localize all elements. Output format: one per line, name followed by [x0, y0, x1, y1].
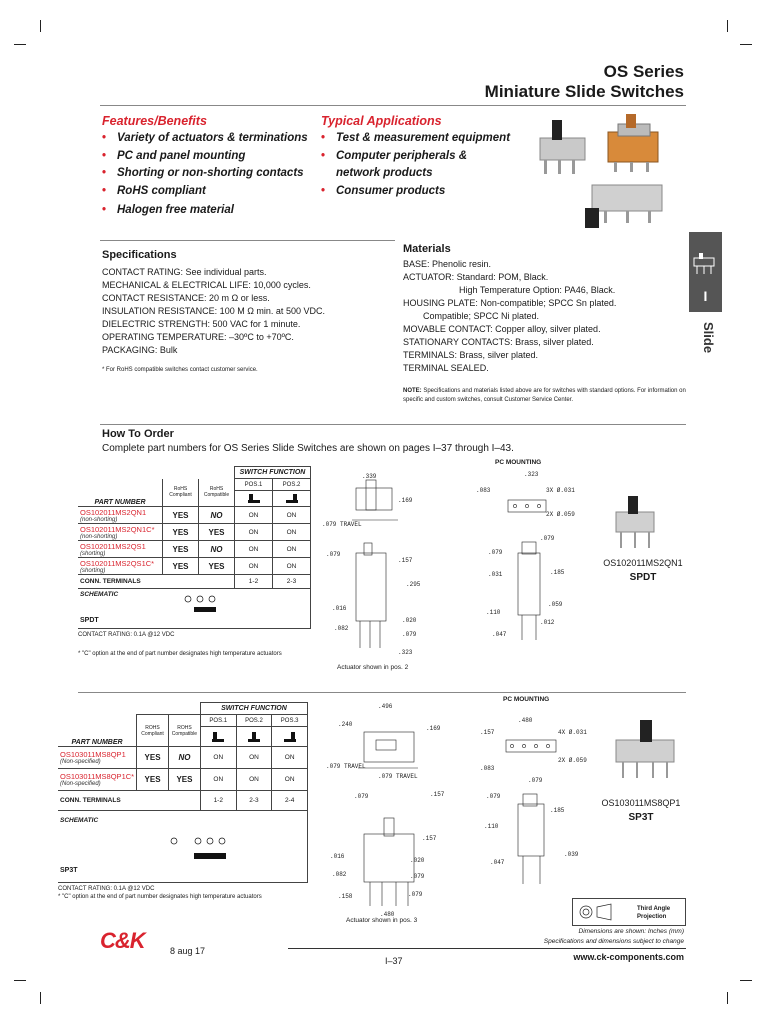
product-type: SPDT: [629, 572, 657, 583]
part-number-header: PART NUMBER: [58, 715, 137, 747]
svg-text:.031: .031: [488, 571, 503, 578]
spec-line: CONTACT RESISTANCE: 20 m Ω or less.: [102, 293, 270, 303]
svg-text:.496: .496: [378, 703, 393, 710]
product-code: OS103011MS8QP1: [601, 798, 681, 808]
material-line: TERMINALS: Brass, silver plated.: [403, 350, 539, 360]
svg-text:.158: .158: [338, 893, 353, 900]
svg-text:.020: .020: [410, 857, 425, 864]
cell: ON: [273, 541, 311, 558]
table-row: [78, 507, 311, 524]
cell: YES: [199, 558, 235, 575]
svg-text:.083: .083: [476, 487, 491, 494]
table-footnote: * "C" option at the end of part number designates high temperature actuators: [78, 651, 282, 657]
page-number: I–37: [385, 956, 403, 966]
crop-mark: [14, 980, 26, 981]
list-item: • Computer peripherals & network products: [321, 148, 491, 183]
cell: YES: [137, 747, 169, 769]
list-item: • Halogen free material: [102, 202, 322, 220]
svg-text:.016: .016: [332, 605, 347, 612]
rohs-compliant-header: ROHS Compliant: [137, 715, 169, 747]
switch-type: SP3T: [60, 867, 78, 874]
cell: ON: [273, 524, 311, 541]
table-row: [78, 558, 311, 575]
subject-note: Specifications and dimensions subject to change: [543, 938, 684, 945]
cell: ON: [200, 747, 236, 769]
svg-text:.079: .079: [486, 793, 501, 800]
cell: ON: [200, 769, 236, 791]
part-subtype: (Non-specified): [60, 781, 101, 787]
cell: YES: [199, 524, 235, 541]
cell: ON: [236, 769, 272, 791]
order-intro: Complete part numbers for OS Series Slide Switches are shown on pages I–37 through I–43.: [102, 443, 514, 454]
cell: ON: [235, 558, 273, 575]
part-number-header: PART NUMBER: [78, 479, 163, 507]
switch-photo: [540, 120, 585, 174]
svg-text:.012: .012: [540, 619, 555, 626]
switch-type: SPDT: [80, 617, 99, 624]
svg-text:.016: .016: [330, 853, 345, 860]
svg-text:.185: .185: [550, 569, 565, 576]
ck-logo: C&K: [100, 928, 145, 953]
crop-mark: [40, 992, 41, 1004]
crop-mark: [727, 992, 728, 1004]
spec-line: OPERATING TEMPERATURE: –30ºC to +70ºC.: [102, 332, 294, 342]
specifications-heading: Specifications: [102, 249, 177, 261]
footer-date: 8 aug 17: [170, 946, 206, 956]
series-title: OS Series: [603, 62, 684, 81]
drawing-caption: Actuator shown in pos. 2: [337, 664, 409, 671]
part-number: OS102011MS2QN1C*: [80, 524, 155, 534]
svg-text:.079: .079: [540, 535, 555, 542]
material-line: High Temperature Option: PA46, Black.: [459, 285, 616, 295]
svg-text:2X Ø.059: 2X Ø.059: [546, 511, 575, 518]
drawing-caption: Actuator shown in pos. 3: [346, 917, 418, 924]
schematic-diagram: [168, 831, 238, 865]
pos-header: POS.1: [200, 715, 236, 727]
projection-text: [637, 905, 670, 921]
svg-text:.480: .480: [380, 911, 395, 918]
spec-line: INSULATION RESISTANCE: 100 M Ω min. at 500 VDC.: [102, 306, 325, 316]
crop-mark: [14, 44, 26, 45]
pos-header: POS.2: [273, 479, 311, 491]
part-subtype: (shorting): [80, 567, 106, 574]
svg-text:.082: .082: [332, 871, 347, 878]
divider: [100, 424, 686, 425]
schematic-diagram: [180, 593, 230, 617]
cell: ON: [273, 507, 311, 524]
applications-heading: Typical Applications: [321, 114, 442, 128]
switch-photo: [585, 185, 662, 228]
switch-function-header: SWITCH FUNCTION: [200, 703, 307, 715]
crop-mark: [40, 20, 41, 32]
materials-section: [403, 243, 688, 405]
table-row: [58, 791, 308, 811]
svg-text:.079 TRAVEL: .079 TRAVEL: [378, 773, 418, 780]
material-line: STATIONARY CONTACTS: Brass, silver plated.: [403, 337, 594, 347]
material-line: HOUSING PLATE: Non-compatible; SPCC Sn plated.: [403, 298, 617, 308]
part-subtype: (shorting): [80, 550, 106, 557]
schematic-cell: [78, 589, 311, 629]
svg-text:.047: .047: [492, 631, 507, 638]
svg-text:.157: .157: [480, 729, 495, 736]
table-row: [58, 769, 308, 791]
product-type: SP3T: [628, 812, 654, 823]
projection-box: [572, 898, 686, 926]
cell: 2-3: [273, 575, 311, 589]
material-line: TERMINAL SEALED.: [403, 363, 489, 373]
features-heading: Features/Benefits: [102, 114, 207, 128]
specifications-footnote: * For RoHS compatible switches contact customer service.: [102, 367, 258, 373]
cell: YES: [163, 541, 199, 558]
svg-text:.039: .039: [564, 851, 579, 858]
cell: YES: [163, 524, 199, 541]
svg-text:.323: .323: [398, 649, 413, 656]
svg-text:.083: .083: [480, 765, 495, 772]
material-line: Compatible; SPCC Ni plated.: [423, 311, 540, 321]
part-number: OS103011MS8QP1C*: [60, 772, 135, 781]
dimension-drawing-sp3t: [318, 694, 598, 924]
svg-text:.295: .295: [406, 581, 421, 588]
order-heading: How To Order: [102, 428, 174, 440]
dims-note: Dimensions are shown: Inches (mm): [578, 928, 684, 935]
crop-mark: [727, 20, 728, 32]
applications-section: [321, 114, 526, 200]
footer-rule: [288, 948, 686, 949]
svg-text:.079: .079: [528, 777, 543, 784]
svg-text:.110: .110: [486, 609, 501, 616]
materials-note: [403, 387, 688, 405]
svg-text:.079 TRAVEL: .079 TRAVEL: [322, 521, 362, 528]
switch-function-header: SWITCH FUNCTION: [235, 467, 311, 479]
svg-text:3X Ø.031: 3X Ø.031: [546, 487, 575, 494]
cell: 2-3: [236, 791, 272, 811]
cell: ON: [235, 507, 273, 524]
svg-text:.059: .059: [548, 601, 563, 608]
schematic-label: SCHEMATIC: [80, 591, 119, 598]
cell: ON: [272, 747, 308, 769]
table-row: [78, 575, 311, 589]
material-line: BASE: Phenolic resin.: [403, 259, 492, 269]
projection-line: Projection: [637, 914, 667, 920]
section-label: Slide: [701, 322, 716, 354]
actuator-pos-icon: [200, 727, 236, 747]
svg-text:.157: .157: [398, 557, 413, 564]
divider: [78, 692, 686, 693]
cell: YES: [137, 769, 169, 791]
cell: YES: [168, 769, 200, 791]
divider: [100, 240, 395, 241]
svg-text:.079: .079: [402, 631, 417, 638]
cell: ON: [273, 558, 311, 575]
part-subtype: (non-shorting): [80, 516, 118, 523]
spec-line: PACKAGING: Bulk: [102, 345, 178, 355]
website-link[interactable]: www.ck-components.com: [573, 952, 684, 962]
rohs-compatible-header: RoHS Compatible: [199, 479, 235, 507]
contact-rating: CONTACT RATING: 0.1A @12 VDC: [78, 632, 175, 638]
pos-header: POS.1: [235, 479, 273, 491]
cell: ON: [236, 747, 272, 769]
svg-text:2X Ø.059: 2X Ø.059: [558, 757, 587, 764]
dimension-drawing-spdt: [318, 458, 598, 678]
cell: ON: [272, 769, 308, 791]
svg-text:.169: .169: [398, 497, 413, 504]
cell: 2-4: [272, 791, 308, 811]
svg-text:.157: .157: [430, 791, 445, 798]
pc-mounting-label: PC MOUNTING: [495, 459, 542, 466]
cell: YES: [163, 507, 199, 524]
svg-text:.082: .082: [334, 625, 349, 632]
features-list: [102, 130, 322, 220]
svg-text:.079: .079: [326, 551, 341, 558]
actuator-pos-icon: [236, 727, 272, 747]
table-row: [58, 747, 308, 769]
material-line: MOVABLE CONTACT: Copper alloy, silver plated.: [403, 324, 601, 334]
list-item: • RoHS compliant: [102, 183, 322, 201]
spec-line: CONTACT RATING: See individual parts.: [102, 267, 267, 277]
list-item: • Shorting or non-shorting contacts: [102, 165, 322, 183]
specifications-section: [102, 249, 392, 375]
list-item: • Test & measurement equipment: [321, 130, 526, 148]
product-code: OS102011MS2QN1: [603, 558, 683, 568]
pos-header: POS.3: [272, 715, 308, 727]
section-tab: [689, 232, 722, 312]
contact-rating: CONTACT RATING: 0.1A @12 VDC: [58, 886, 155, 892]
svg-text:.020: .020: [402, 617, 417, 624]
list-item: • PC and panel mounting: [102, 148, 322, 166]
svg-text:.079 TRAVEL: .079 TRAVEL: [326, 763, 366, 770]
rohs-compliant-header: RoHS Compliant: [163, 479, 199, 507]
svg-text:.323: .323: [524, 471, 539, 478]
material-line: ACTUATOR: Standard: POM, Black.: [403, 272, 549, 282]
conn-terminals-label: CONN. TERMINALS: [78, 575, 235, 589]
schematic-label: SCHEMATIC: [60, 817, 99, 824]
svg-text:.079: .079: [410, 873, 425, 880]
applications-list: [321, 130, 526, 200]
svg-text:.240: .240: [338, 721, 353, 728]
svg-text:.047: .047: [490, 859, 505, 866]
part-number: OS102011MS2QS1: [80, 541, 146, 551]
cell: YES: [163, 558, 199, 575]
conn-terminals-label: CONN. TERMINALS: [58, 791, 200, 811]
svg-text:.079: .079: [354, 793, 369, 800]
svg-text:.157: .157: [422, 835, 437, 842]
schematic-cell: [58, 811, 308, 883]
actuator-pos-icon: [235, 491, 273, 507]
pos-header: POS.2: [236, 715, 272, 727]
part-number: OS103011MS8QP1: [60, 750, 126, 759]
svg-text:.339: .339: [362, 473, 377, 480]
svg-text:.480: .480: [518, 717, 533, 724]
list-item: • Variety of actuators & terminations: [102, 130, 322, 148]
crop-mark: [740, 44, 752, 45]
cell: ON: [235, 524, 273, 541]
section-letter: I: [703, 288, 708, 304]
order-table-sp3t: [58, 702, 308, 900]
switch-photo: [606, 490, 666, 554]
cell: ON: [235, 541, 273, 558]
actuator-pos-icon: [273, 491, 311, 507]
order-table-spdt: [78, 466, 311, 657]
switch-photo: [612, 716, 682, 782]
switch-photo: [608, 114, 658, 172]
svg-text:.169: .169: [426, 725, 441, 732]
spec-line: DIELECTRIC STRENGTH: 500 VAC for 1 minute.: [102, 319, 301, 329]
svg-text:.110: .110: [484, 823, 499, 830]
part-subtype: (Non-specified): [60, 759, 101, 765]
svg-text:.185: .185: [550, 807, 565, 814]
svg-text:.079: .079: [488, 549, 503, 556]
features-section: [102, 114, 322, 220]
cell: NO: [199, 507, 235, 524]
note-label: NOTE:: [403, 388, 422, 394]
actuator-pos-icon: [272, 727, 308, 747]
cell: 1-2: [235, 575, 273, 589]
part-number: OS102011MS2QN1: [80, 507, 147, 517]
part-subtype: (non-shorting): [80, 533, 118, 540]
projection-line: Third Angle: [637, 906, 671, 912]
cell: NO: [199, 541, 235, 558]
rohs-compatible-header: ROHS Compatible: [168, 715, 200, 747]
series-subtitle: Miniature Slide Switches: [484, 82, 684, 101]
slide-switch-icon: [689, 244, 722, 284]
note-text: Specifications and materials listed above are for switches with standard options. For information on specific and custom switches, consult Customer Service Center.: [403, 388, 686, 403]
header-rule: [100, 105, 686, 106]
table-row: [78, 541, 311, 558]
svg-text:4X Ø.031: 4X Ø.031: [558, 729, 587, 736]
table-footnote: * "C" option at the end of part number designates high temperature actuators: [58, 894, 262, 900]
cell: NO: [168, 747, 200, 769]
spec-line: MECHANICAL & ELECTRICAL LIFE: 10,000 cycles.: [102, 280, 311, 290]
pc-mounting-label: PC MOUNTING: [503, 696, 550, 703]
list-item: • Consumer products: [321, 183, 526, 201]
part-number: OS102011MS2QS1C*: [80, 558, 155, 568]
table-row: [78, 524, 311, 541]
product-photo-group: [530, 110, 686, 235]
projection-symbol-icon: [575, 899, 615, 925]
cell: 1-2: [200, 791, 236, 811]
svg-text:.079: .079: [408, 891, 423, 898]
materials-heading: Materials: [403, 243, 451, 255]
crop-mark: [740, 980, 752, 981]
